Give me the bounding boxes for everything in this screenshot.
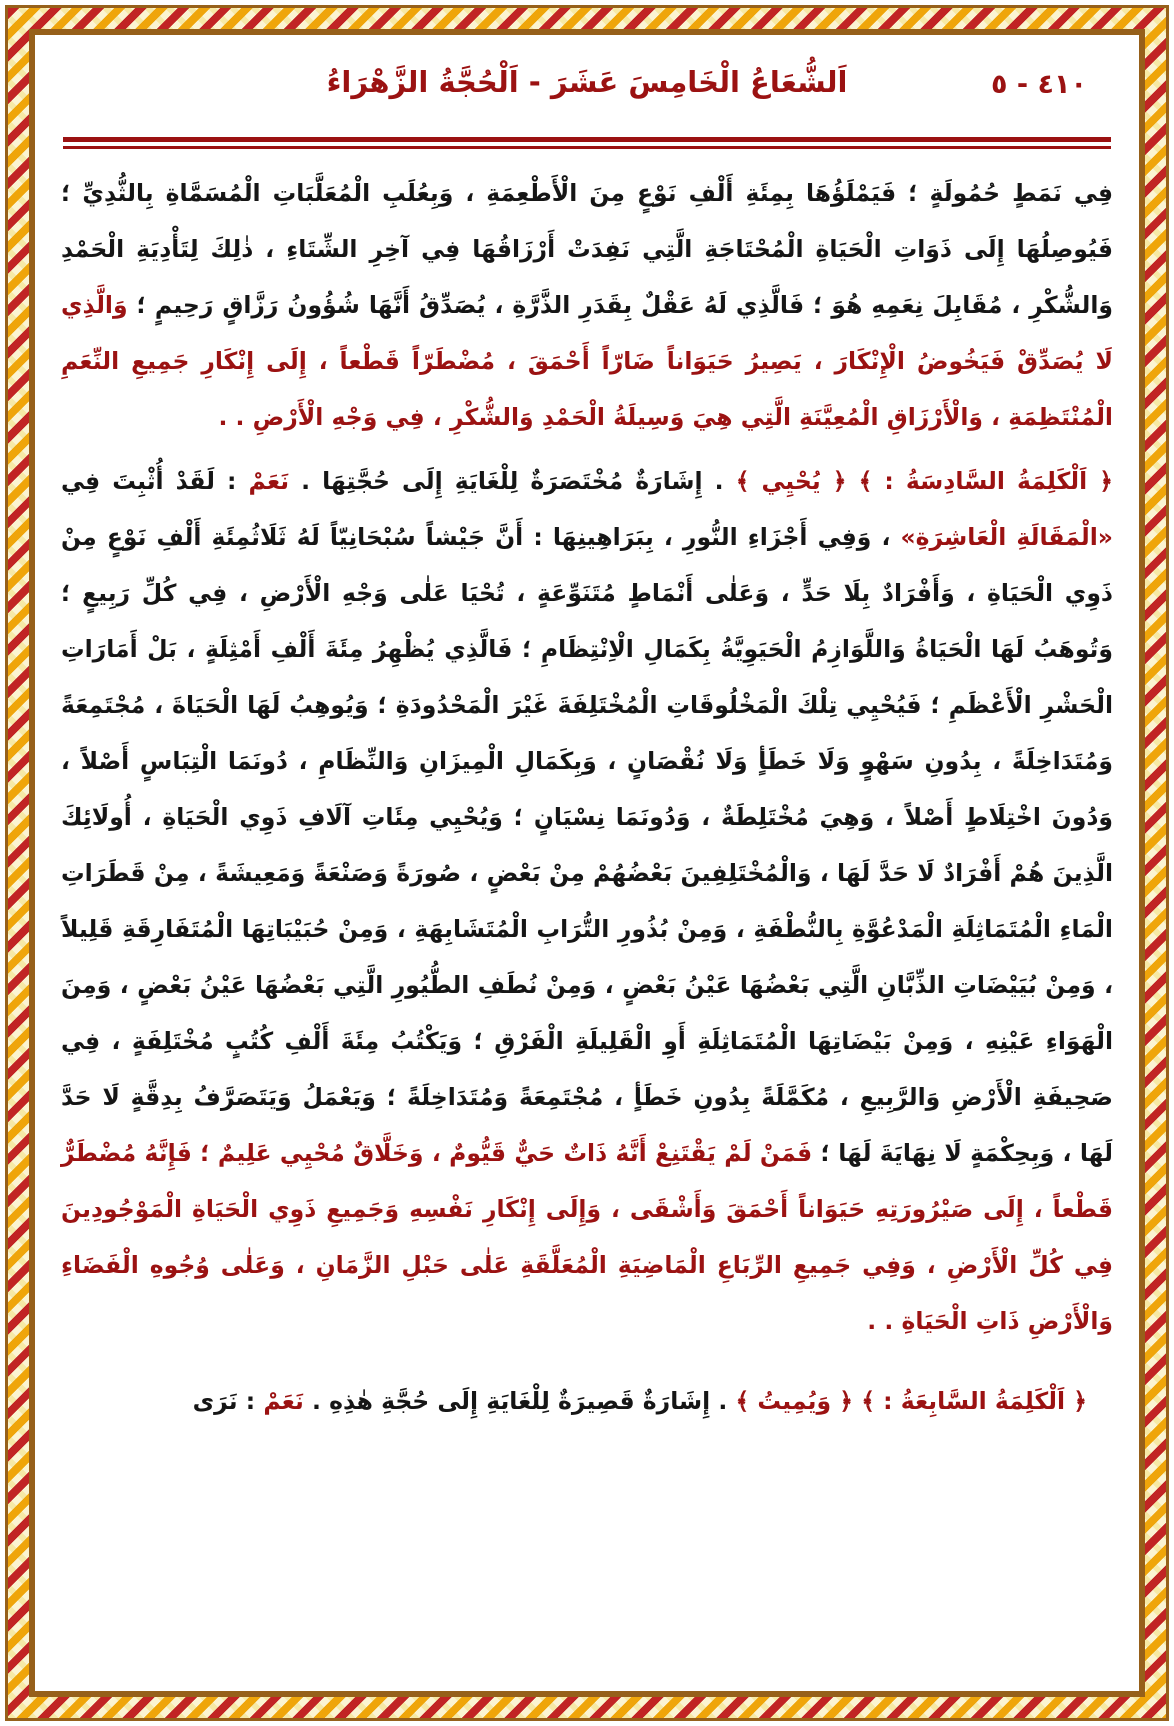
paragraph-intro [61, 165, 1113, 445]
page-title: اَلشُّعَاعُ الْخَامِسَ عَشَرَ - اَلْحُجَّةُ الزَّهْرَاءُ [326, 65, 848, 99]
text-segment: . إِشَارَةٌ قَصِيرَةٌ لِلْغَايَةِ إِلَى حُجَّةِ هٰذِهِ . [303, 1387, 736, 1415]
header-double-rule [63, 137, 1111, 149]
page-header [61, 49, 1113, 137]
text-segment: : نَرَى [192, 1387, 264, 1415]
section-heading-seventh-word: ﴿ اَلْكَلِمَةُ السَّابِعَةُ : ﴾ ﴿ وَيُمِيتُ ﴾ [735, 1387, 1087, 1415]
highlight-segment: وَالَّذِي لَا يُصَدِّقْ فَيَخُوضُ الْإِنْكَارَ ، يَصِيرُ حَيَوَاناً ضَارّاً أَحْمَقَ ، مُضْطَرّاً قَطْعاً ، إِلَى إِنْكَارِ جَمِيعِ النِّعَمِ الْمُنْتَظِمَةِ ، وَالْأَرْزَاقِ الْمُعِيَّنَةِ الَّتِي هِيَ وَسِيلَةُ الْحَمْدِ وَالشُّكْرِ ، فِي وَجْهِ الْأَرْضِ . . [61, 291, 1113, 431]
highlight-segment: نَعَمْ [263, 1387, 304, 1415]
highlight-segment: نَعَمْ [248, 467, 290, 495]
text-segment: فِي نَمَطٍ حُمُولَةٍ ؛ فَيَمْلَؤُهَا بِمِئَةِ أَلْفِ نَوْعٍ مِنَ الْأَطْعِمَةِ ، وَبِعُلَبِ الْمُعَلَّبَاتِ الْمُسَمَّاةِ بِالثُّدِيِّ ؛ فَيُوصِلُهَا إِلَى ذَوَاتِ الْحَيَاةِ الْمُحْتَاجَةِ الَّتِي نَفِدَتْ أَرْزَاقُهَا فِي آخِرِ الشِّتَاءِ ، ذٰلِكَ لِتَأْدِيَةِ الْحَمْدِ وَالشُّكْرِ ، مُقَابِلَ نِعَمِهِ هُوَ ؛ فَالَّذِي لَهُ عَقْلٌ بِقَدَرِ الذَّرَّةِ ، يُصَدِّقُ أَنَّهَا شُؤُونُ رَزَّاقٍ رَحِيمٍ ؛ [61, 179, 1113, 319]
page-number: ٤١٠ - ٥ [991, 69, 1087, 100]
paragraph-seventh-word [61, 1373, 1113, 1429]
paragraph-sixth-word [61, 453, 1113, 1349]
text-segment: ، وَفِي أَجْزَاءِ النُّورِ ، بِبَرَاهِينِهَا : أَنَّ جَيْشاً سُبْحَانِيّاً لَهُ ثَلَاثُمِئَةِ أَلْفِ نَوْعٍ مِنْ ذَوِي الْحَيَاةِ ، وَأَفْرَادٌ بِلَا حَدٍّ ، وَعَلٰى أَنْمَاطٍ مُتَنَوِّعَةٍ ، تُحْيَا عَلٰى وَجْهِ الْأَرْضِ ، فِي كُلِّ رَبِيعٍ ؛ وَتُوهَبُ لَهَا الْحَيَاةُ وَاللَّوَازِمُ الْحَيَوِيَّةُ بِكَمَالِ الْاِنْتِظَامِ ؛ فَالَّذِي يُظْهِرُ مِئَةَ أَلْفِ أَمْثِلَةٍ ، بَلْ أَمَارَاتِ الْحَشْرِ الْأَعْظَمِ ؛ فَيُحْيِي تِلْكَ الْمَخْلُوقَاتِ الْمُخْتَلِفَةَ غَيْرَ الْمَحْدُودَةِ ؛ وَيُوهِبُ لَهَا الْحَيَاةَ ، مُجْتَمِعَةً وَمُتَدَاخِلَةً ، بِدُونِ سَهْوٍ وَلَا خَطَأٍ وَلَا نُقْصَانٍ ، وَبِكَمَالِ الْمِيزَانِ وَالنِّظَامِ ، دُونَمَا الْتِبَاسٍ أَصْلاً ، وَدُونَ اخْتِلَاطٍ أَصْلاً ، وَهِيَ مُخْتَلِطَةٌ ، وَدُونَمَا نِسْيَانٍ ؛ وَيُحْيِي مِئَاتِ آلَافِ ذَوِي الْحَيَاةِ ، أُولَائِكَ الَّذِينَ هُمْ أَفْرَادٌ لَا حَدَّ لَهَا ، وَالْمُخْتَلِفِينَ بَعْضُهُمْ مِنْ بَعْضٍ ، صُورَةً وَصَنْعَةً وَمَعِيشَةً ، مِنْ قَطَرَاتِ الْمَاءِ الْمُتَمَاثِلَةِ الْمَدْعُوَّةِ بِالنُّطْفَةِ ، وَمِنْ بُذُورِ التُّرَابِ الْمُتَشَابِهَةِ ، وَمِنْ حُبَيْبَاتِهَا الْمُتَفَارِقَةِ قَلِيلاً ، وَمِنْ بُيَيْضَاتِ الذِّبَّانِ الَّتِي بَعْضُهَا عَيْنُ بَعْضٍ ، وَمِنْ نُطَفِ الطُّيُورِ الَّتِي بَعْضُهَا عَيْنُ بَعْضٍ ، وَمِنَ الْهَوَاءِ عَيْنِهِ ، وَمِنْ بَيْضَاتِهَا الْمُتَمَاثِلَةِ أَوِ الْقَلِيلَةِ الْفَرْقِ ؛ وَيَكْتُبُ مِئَةَ أَلْفِ كُتُبٍ مُخْتَلِفَةٍ ، فِي صَحِيفَةِ الْأَرْضِ وَالرَّبِيعِ ، مُكَمَّلَةً بِدُونِ خَطَأٍ ، مُجْتَمِعَةً وَمُتَدَاخِلَةً ؛ وَيَعْمَلُ وَيَتَصَرَّفُ بِدِقَّةٍ لَا حَدَّ لَهَا ، وَبِحِكْمَةٍ لَا نِهَايَةَ لَهَا ؛ [61, 523, 1113, 1167]
decorative-chain-border [5, 5, 1169, 1721]
text-segment: : لَقَدْ أُثْبِتَ فِي [61, 467, 249, 495]
body-text [61, 165, 1113, 1429]
page-content-area [29, 29, 1145, 1697]
section-heading-sixth-word: ﴿ اَلْكَلِمَةُ السَّادِسَةُ : ﴾ ﴿ يُحْيِي ﴾ [735, 467, 1114, 495]
highlight-segment: فَمَنْ لَمْ يَقْتَنِعْ أَنَّهُ ذَاتٌ حَيٌّ قَيُّومٌ ، وَخَلَّاقٌ مُحْيِي عَلِيمٌ ؛ فَإِنَّهُ مُضْطَرٌّ قَطْعاً ، إِلَى صَيْرُورَتِهِ حَيَوَاناً أَحْمَقَ وَأَشْقَى ، وَإِلَى إِنْكَارِ نَفْسِهِ وَجَمِيعِ ذَوِي الْحَيَاةِ الْمَوْجُودِينَ فِي كُلِّ الْأَرْضِ ، وَفِي جَمِيعِ الرِّبَاعِ الْمَاضِيَةِ الْمُعَلَّقَةِ عَلٰى حَبْلِ الزَّمَانِ ، وَعَلٰى وُجُوهِ الْفَضَاءِ وَالْأَرْضِ ذَاتِ الْحَيَاةِ . . [61, 1139, 1113, 1335]
text-segment: . إِشَارَةٌ مُخْتَصَرَةٌ لِلْغَايَةِ إِلَى حُجَّتِهَا . [289, 467, 736, 495]
reference-tenth-treatise: «الْمَقَالَةِ الْعَاشِرَةِ» [900, 523, 1113, 551]
